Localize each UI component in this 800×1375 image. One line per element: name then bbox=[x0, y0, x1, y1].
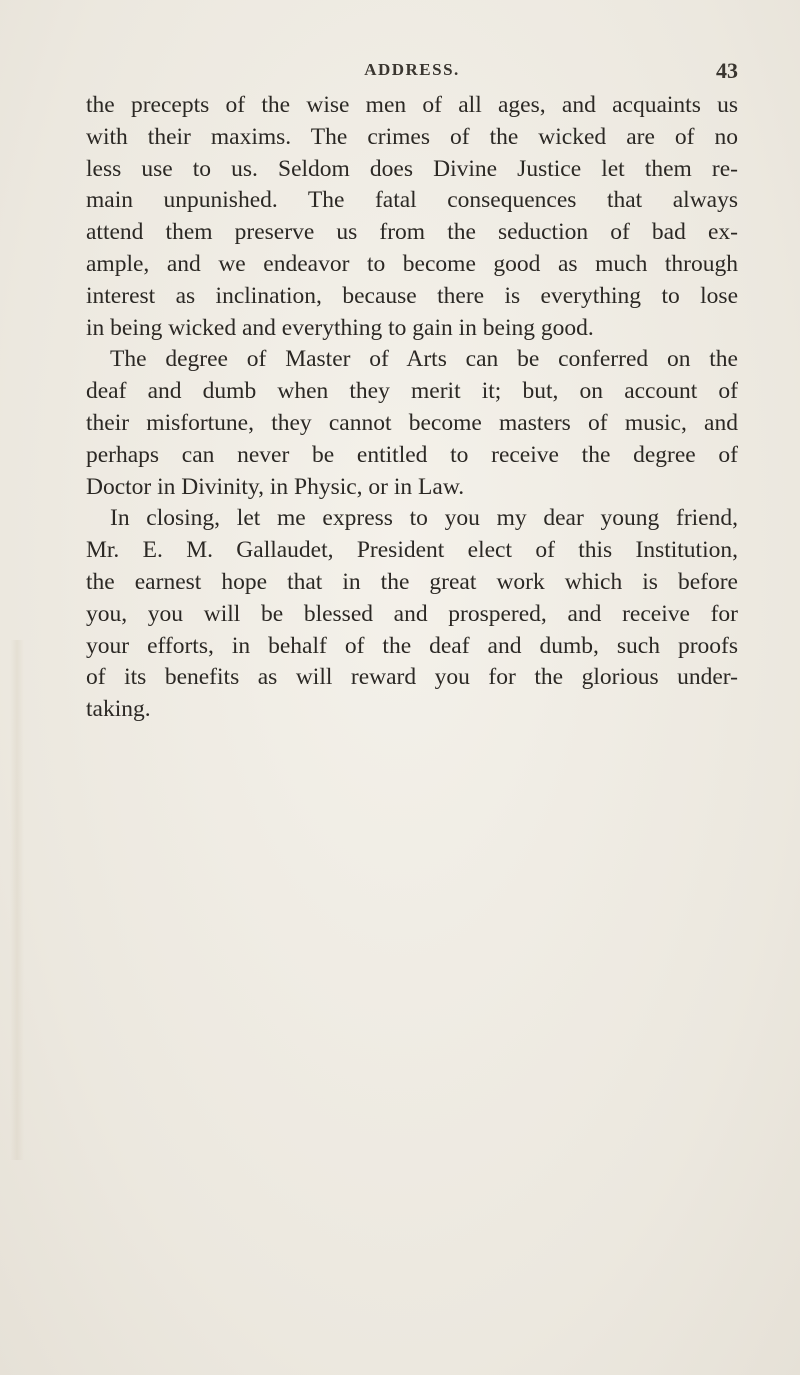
paragraph-2 bbox=[86, 344, 738, 503]
body-text bbox=[86, 90, 738, 726]
text-line: you, you will be blessed and prospered, and receive for bbox=[86, 600, 738, 627]
page-header bbox=[86, 60, 738, 92]
text-line: in being wicked and everything to gain in being good. bbox=[86, 314, 594, 341]
text-line: main unpunished. The fatal consequences that always bbox=[86, 187, 738, 214]
text-line: the earnest hope that in the great work which is before bbox=[86, 568, 738, 595]
text-line: ample, and we endeavor to become good as much through bbox=[86, 250, 738, 277]
text-line: with their maxims. The crimes of the wicked are of no bbox=[86, 123, 738, 150]
text-line: The degree of Master of Arts can be conferred on the bbox=[110, 346, 738, 373]
page-crease-shadow bbox=[10, 640, 24, 1160]
text-line: deaf and dumb when they merit it; but, on account of bbox=[86, 378, 738, 405]
running-head: ADDRESS. bbox=[364, 60, 460, 79]
text-line: taking. bbox=[86, 696, 151, 723]
text-line: Doctor in Divinity, in Physic, or in Law. bbox=[86, 473, 465, 500]
text-line: your efforts, in behalf of the deaf and dumb, such proofs bbox=[86, 632, 738, 659]
text-line: attend them preserve us from the seduction of bad ex- bbox=[86, 219, 738, 246]
page-number: 43 bbox=[716, 58, 738, 83]
paragraph-3 bbox=[86, 503, 738, 726]
text-line: perhaps can never be entitled to receive the degree of bbox=[86, 441, 738, 468]
text-line: their misfortune, they cannot become masters of music, and bbox=[86, 409, 738, 436]
text-line: interest as inclination, because there is everything to lose bbox=[86, 282, 738, 309]
text-line: Mr. E. M. Gallaudet, President elect of this Institution, bbox=[86, 537, 738, 564]
text-line: In closing, let me express to you my dear young friend, bbox=[110, 505, 738, 532]
paragraph-1 bbox=[86, 90, 738, 344]
text-line: less use to us. Seldom does Divine Justice let them re- bbox=[86, 155, 738, 182]
text-line: the precepts of the wise men of all ages, and acquaints us bbox=[86, 92, 738, 118]
text-line: of its benefits as will reward you for the glorious under- bbox=[86, 664, 738, 691]
